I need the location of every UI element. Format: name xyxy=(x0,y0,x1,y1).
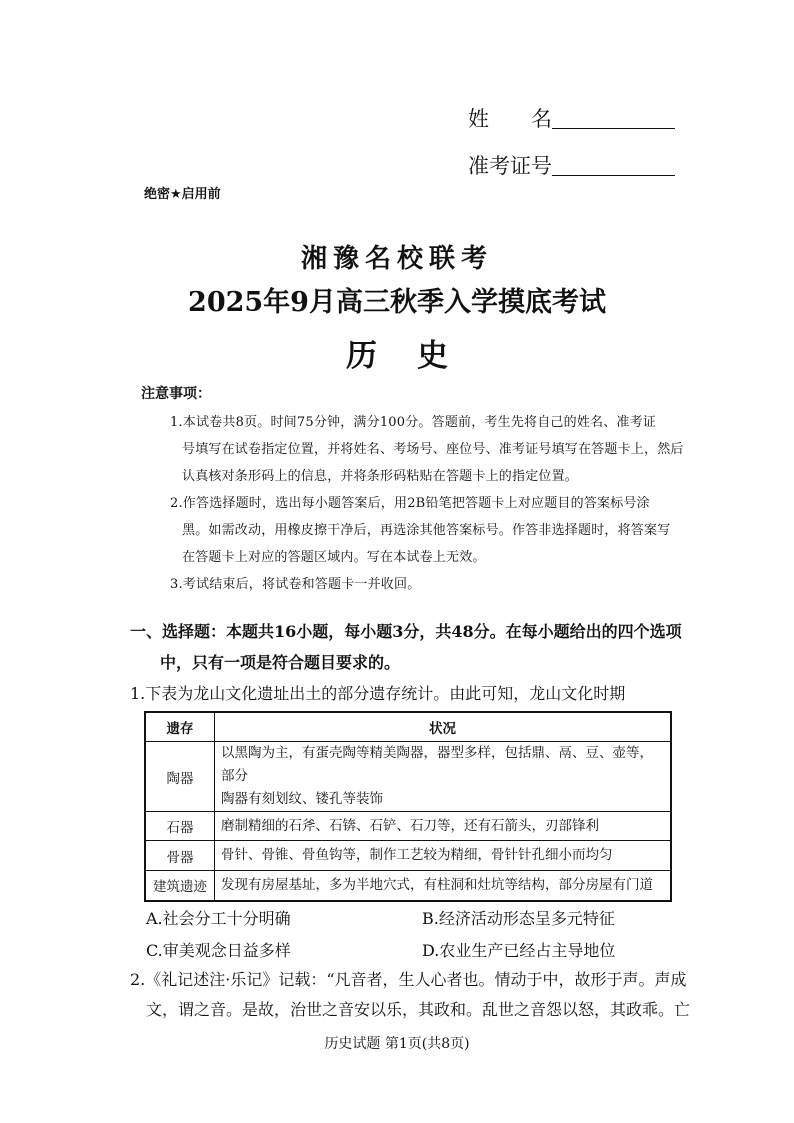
table-header-item: 遗存 xyxy=(145,712,215,742)
secret-mark: 绝密★启用前 xyxy=(144,187,221,202)
id-field-row xyxy=(468,150,552,180)
table-cell-desc: 发现有房屋基址，多为半地穴式，有柱洞和灶坑等结构，部分房屋有门道 xyxy=(215,871,672,901)
id-label: 准考证号 xyxy=(468,154,552,178)
table-cell-item: 骨器 xyxy=(145,841,215,871)
note-line: 黑。如需改动，用橡皮擦干净后，再选涂其他答案标号。作答非选择题时，将答案写 xyxy=(182,523,671,538)
note-line: 号填写在试卷指定位置，并将姓名、考场号、座位号、准考证号填写在答题卡上，然后 xyxy=(182,442,684,457)
table-cell-desc: 磨制精细的石斧、石锛、石铲、石刀等，还有石箭头，刃部锋利 xyxy=(215,812,672,841)
page-footer: 历史试题 第1页(共8页) xyxy=(324,1036,470,1052)
exam-title-line1: 湘豫名校联考 xyxy=(300,244,493,274)
question-2-text-line: 2.《礼记述注·乐记》记载：“凡音者，生人心者也。情动于中，故形于声。声成 xyxy=(130,970,687,989)
question-1-option-c: C.审美观念日益多样 xyxy=(146,941,291,960)
name-field-row xyxy=(468,103,552,133)
table-row xyxy=(145,812,671,841)
table-row xyxy=(145,742,671,812)
question-1-option-d: D.农业生产已经占主导地位 xyxy=(422,941,616,960)
table-cell-desc-line: 以黑陶为主，有蛋壳陶等精美陶器，器型多样，包括鼎、鬲、豆、壶等，部分 xyxy=(221,745,653,784)
section-heading: 一、选择题：本题共16小题，每小题3分，共48分。在每小题给出的四个选项 xyxy=(130,622,682,641)
question-1-option-b: B.经济活动形态呈多元特征 xyxy=(422,909,615,928)
question-1-option-a: A.社会分工十分明确 xyxy=(146,909,291,928)
table-row xyxy=(145,841,671,871)
name-blank-line xyxy=(552,128,675,129)
table-cell-desc xyxy=(215,742,672,812)
note-line: 2.作答选择题时，选出每小题答案后，用2B铅笔把答题卡上对应题目的答案标号涂 xyxy=(170,496,650,511)
table-cell-item: 建筑遗迹 xyxy=(145,871,215,901)
name-label: 姓 名 xyxy=(468,107,552,131)
table-cell-item: 石器 xyxy=(145,812,215,841)
table-cell-item: 陶器 xyxy=(145,742,215,812)
note-line: 在答题卡上对应的答题区域内。写在本试卷上无效。 xyxy=(182,550,486,565)
table-row xyxy=(145,871,671,901)
subject-title: 历史 xyxy=(346,338,488,374)
section-heading-cont: 中，只有一项是符合题目要求的。 xyxy=(160,653,401,672)
note-line: 认真核对条形码上的信息，并将条形码粘贴在答题卡上的指定位置。 xyxy=(182,469,579,484)
id-blank-line xyxy=(552,175,675,176)
question-1-stem: 1.下表为龙山文化遗址出土的部分遗存统计。由此可知，龙山文化时期 xyxy=(130,684,626,703)
notes-heading: 注意事项： xyxy=(141,386,211,402)
table-cell-desc-line: 陶器有刻划纹、镂孔等装饰 xyxy=(221,791,383,807)
table-header-row xyxy=(145,712,671,742)
relics-table xyxy=(144,711,672,902)
question-2-text-line: 文，谓之音。是故，治世之音安以乐，其政和。乱世之音怨以怒，其政乖。亡 xyxy=(146,1000,691,1019)
table-cell-desc: 骨针、骨锥、骨鱼钩等，制作工艺较为精细，骨针针孔细小而均匀 xyxy=(215,841,672,871)
table-header-desc: 状况 xyxy=(215,712,672,742)
note-line: 1.本试卷共8页。时间75分钟，满分100分。答题前，考生先将自己的姓名、准考证 xyxy=(170,415,657,430)
note-line: 3.考试结束后，将试卷和答题卡一并收回。 xyxy=(170,577,421,592)
exam-title-line2: 2025年9月高三秋季入学摸底考试 xyxy=(188,287,606,318)
